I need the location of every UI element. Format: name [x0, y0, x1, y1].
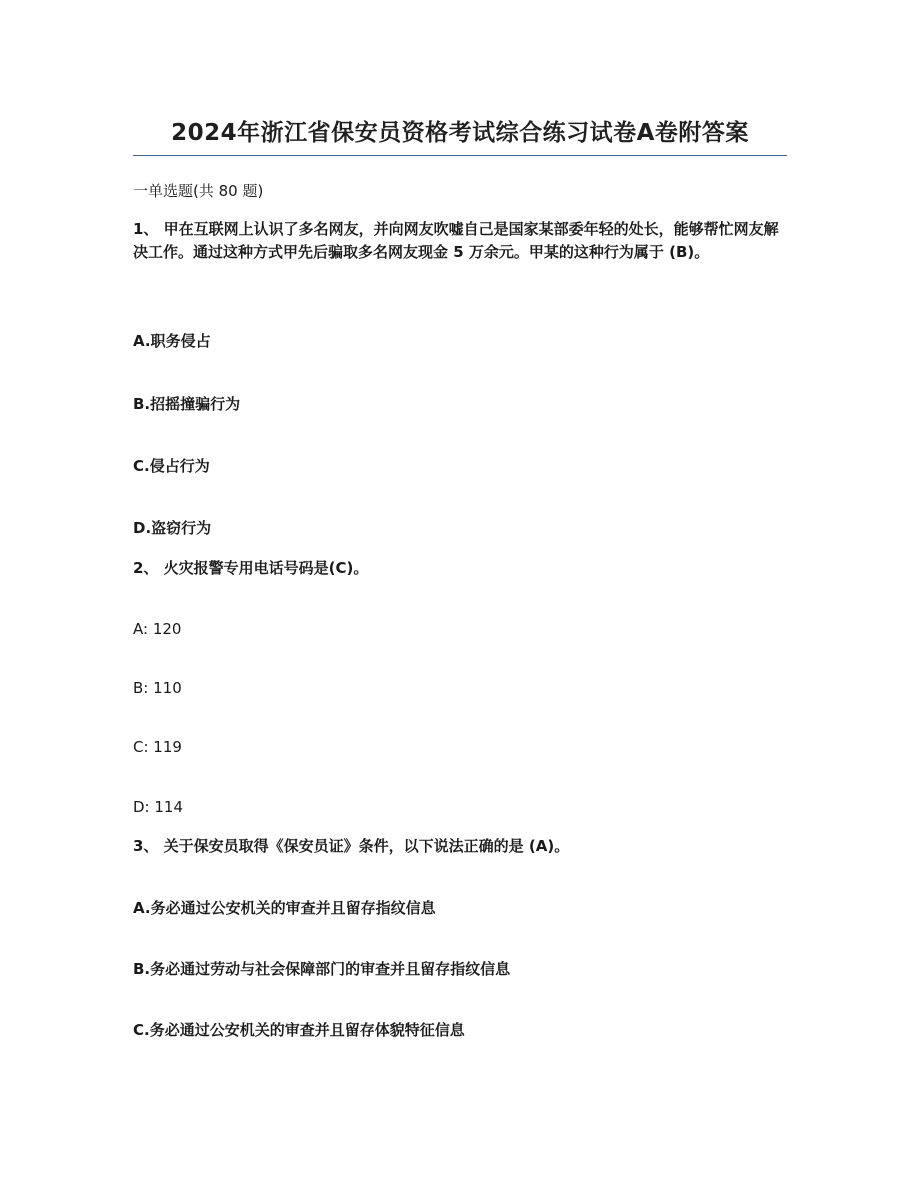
- section-heading: 一单选题(共 80 题): [133, 182, 264, 200]
- question-1-stem: 1、 甲在互联网上认识了多名网友，并向网友吹嘘自己是国家某部委年轻的处长，能够帮忙网友解决工作。通过这种方式甲先后骗取多名网友现金 5 万余元。甲某的这种行为属于 (B)。: [133, 220, 779, 261]
- question-3-stem: 3、 关于保安员取得《保安员证》条件，以下说法正确的是 (A)。: [133, 837, 570, 855]
- document-title: 2024年浙江省保安员资格考试综合练习试卷A卷附答案: [171, 120, 749, 146]
- question-3-option-c: C.务必通过公安机关的审查并且留存体貌特征信息: [133, 1021, 465, 1039]
- question-2-option-c: C: 119: [133, 738, 182, 756]
- title-divider: [133, 155, 787, 156]
- question-2-stem: 2、 火灾报警专用电话号码是(C)。: [133, 559, 369, 577]
- question-1-option-a: A.职务侵占: [133, 332, 211, 350]
- question-2-option-b: B: 110: [133, 679, 182, 697]
- question-3-option-a: A.务必通过公安机关的审查并且留存指纹信息: [133, 899, 436, 917]
- question-2-option-a: A: 120: [133, 620, 182, 638]
- question-3-option-b: B.务必通过劳动与社会保障部门的审查并且留存指纹信息: [133, 960, 511, 978]
- question-2-option-d: D: 114: [133, 798, 184, 816]
- question-1-option-b: B.招摇撞骗行为: [133, 395, 241, 413]
- question-1-option-d: D.盗窃行为: [133, 519, 212, 537]
- question-1-option-c: C.侵占行为: [133, 457, 210, 475]
